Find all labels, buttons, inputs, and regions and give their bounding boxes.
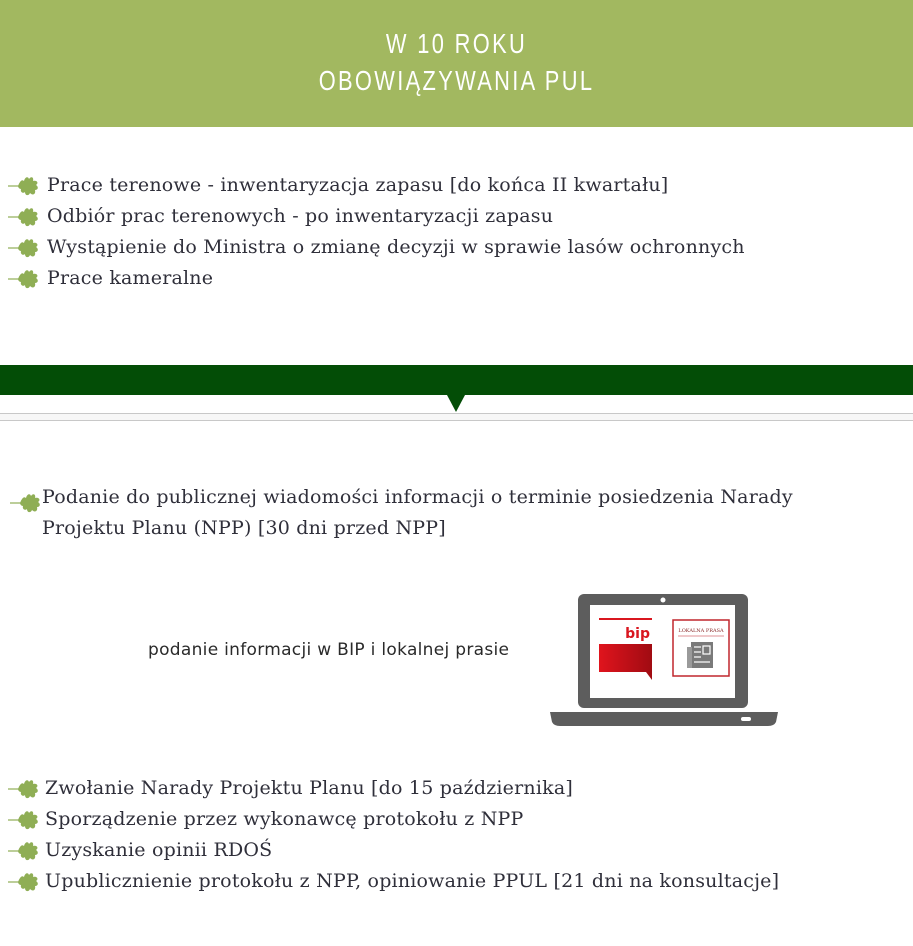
oak-leaf-icon	[8, 809, 40, 831]
list-item-text: Prace kameralne	[47, 267, 214, 289]
horizontal-rule	[0, 413, 913, 421]
oak-leaf-icon	[8, 840, 40, 862]
header-title-line-2: OBOWIĄZYWANIA PUL	[318, 65, 595, 96]
list-item-text: Sporządzenie przez wykonawcę protokołu z NPP	[45, 808, 524, 830]
list-item-text: Odbiór prac terenowych - po inwentaryzacji zapasu	[47, 205, 554, 227]
oak-leaf-icon	[8, 778, 40, 800]
list-item-text: Wystąpienie do Ministra o zmianę decyzji w sprawie lasów ochronnych	[47, 236, 745, 258]
list-item-text: Upublicznienie protokołu z NPP, opiniowanie PPUL [21 dni na konsultacje]	[45, 870, 780, 892]
oak-leaf-icon	[8, 175, 40, 197]
oak-leaf-icon	[8, 206, 40, 228]
oak-leaf-icon	[8, 871, 40, 893]
laptop-illustration	[548, 592, 780, 728]
section-divider-band	[0, 365, 913, 395]
list-item-text: Prace terenowe - inwentaryzacja zapasu [do końca II kwartału]	[47, 174, 669, 196]
header-title-line-1: W 10 ROKU	[385, 28, 528, 59]
oak-leaf-icon	[8, 237, 40, 259]
illustration-caption: podanie informacji w BIP i lokalnej prasie	[148, 640, 510, 660]
webcam-icon	[661, 598, 666, 603]
oak-leaf-icon	[8, 268, 40, 290]
intro-paragraph-text: Podanie do publicznej wiadomości informacji o terminie posiedzenia Narady Projektu Planu (NPP) [30 dni przed NPP]	[42, 486, 793, 539]
local-press-icon	[673, 620, 729, 676]
intro-paragraph	[0, 482, 913, 546]
list-item-text: Uzyskanie opinii RDOŚ	[45, 839, 273, 861]
list-item-text: Zwołanie Narady Projektu Planu [do 15 października]	[45, 777, 573, 799]
bip-logo-label: bip	[625, 626, 650, 642]
oak-leaf-icon	[10, 492, 42, 514]
laptop-indicator	[741, 717, 751, 721]
header-banner	[0, 0, 913, 127]
down-arrow-icon	[447, 395, 465, 412]
press-logo-label: LOKALNA PRASA	[678, 628, 724, 634]
